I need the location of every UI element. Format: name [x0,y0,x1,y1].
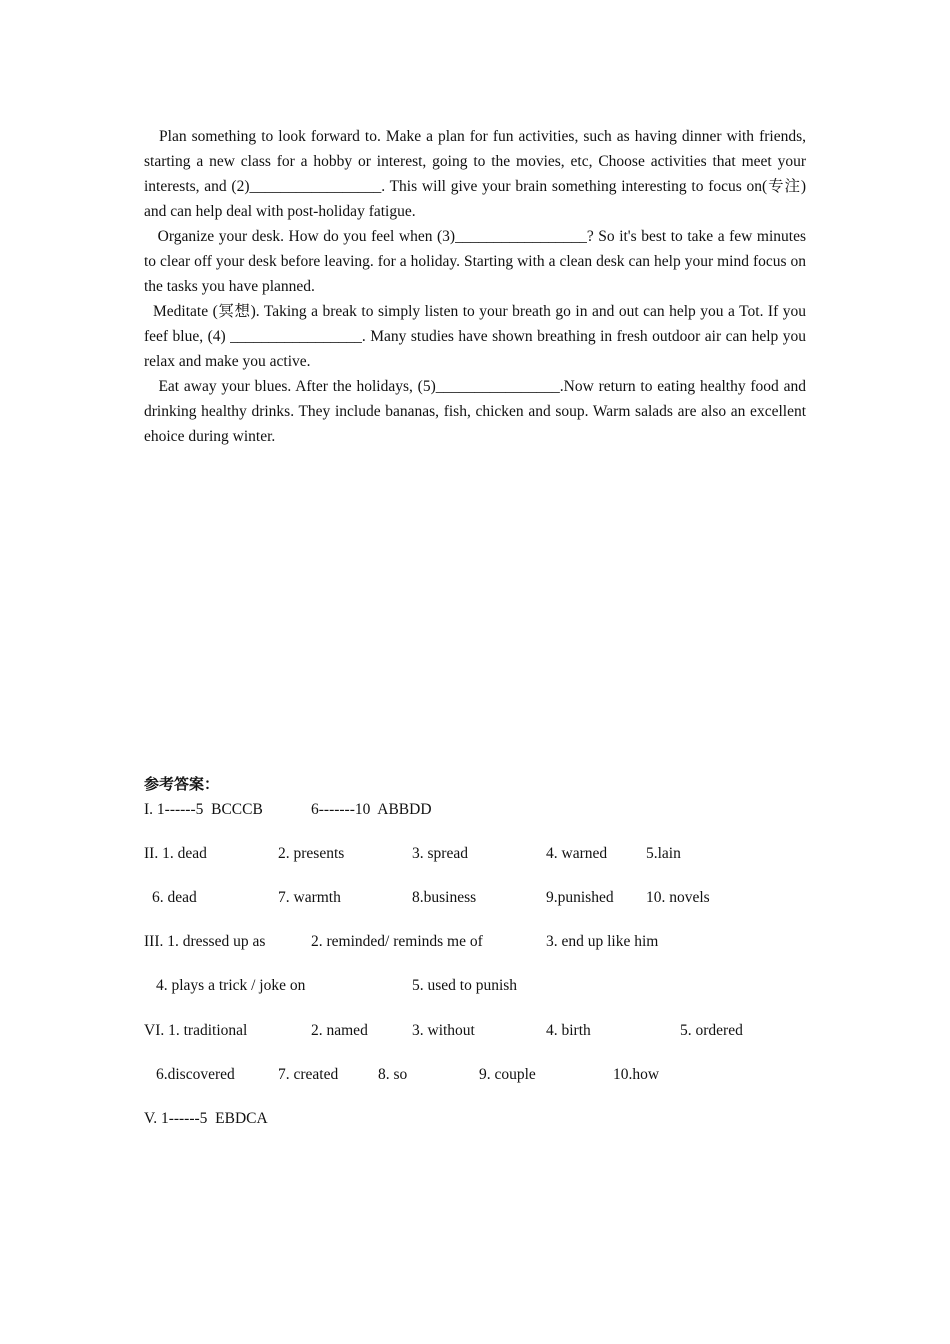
answer-cell: 6.discovered [156,1066,235,1083]
passage-paragraph-plan: Plan something to look forward to. Make a plan for fun activities, such as having dinner with friends, starting a new class for a hobby or interest, going to the movies, etc, Choose activities that meet your interests, and (2)_________________. This will give your brain something interesting to focus on(专注) and can help deal with post-holiday fatigue. [144,128,806,220]
answer-cell: 2. reminded/ reminds me of [311,933,483,950]
answer-cell: 10. novels [646,889,710,906]
answer-cell: 7. created [278,1066,339,1083]
answer-cell: VI. 1. traditional [144,1022,248,1039]
answer-cell: 4. warned [546,845,608,862]
answer-cell: 4. birth [546,1022,591,1039]
passage-paragraph-meditate: Meditate (冥想). Taking a break to simply listen to your breath go in and out can help you a Tot. If you feef blue, (4) _________________. Many studies have shown breathing in fresh outdoor air can help you relax and make you active. [144,303,806,370]
answer-cell: 10.how [613,1066,660,1083]
answer-cell: 3. end up like him [546,933,659,950]
answer-cell: 8.business [412,889,477,906]
answer-row-section-2b [0,885,950,910]
answer-cell: 9.punished [546,889,614,906]
answer-cell: 6-------10 ABBDD [311,801,432,818]
answer-cell: 9. couple [479,1066,536,1083]
answer-cell: 3. without [412,1022,475,1039]
answer-row-section-2a [0,841,950,866]
answer-cell: 5. used to punish [412,977,518,994]
reading-passage [144,124,806,449]
answer-cell: II. 1. dead [144,845,207,862]
answer-key-heading: 参考答案： [144,775,220,793]
passage-paragraph-organize: Organize your desk. How do you feel when (3)_________________? So it's best to take a few minutes to clear off your desk before leaving. for a holiday. Starting with a clean desk can help your mind focus on the tasks you have planned. [144,228,806,295]
answer-cell: 5. ordered [680,1022,743,1039]
answer-cell: 5.lain [646,845,681,862]
answer-cell: V. 1------5 EBDCA [144,1110,268,1127]
answer-cell: 7. warmth [278,889,341,906]
answer-row-section-5 [0,1106,950,1131]
answer-cell: 2. named [311,1022,368,1039]
answer-cell: 8. so [378,1066,408,1083]
answer-cell: I. 1------5 BCCCB [144,801,263,818]
answer-row-section-1 [0,797,950,822]
answer-cell: 3. spread [412,845,468,862]
answer-row-section-3b [0,973,950,998]
passage-paragraph-eat: Eat away your blues. After the holidays, (5)________________.Now return to eating healthy food and drinking healthy drinks. They include bananas, fish, chicken and soup. Warm salads are also an excellent ehoice during winter. [144,378,806,445]
answer-row-section-3a [0,929,950,954]
answer-cell: 2. presents [278,845,345,862]
answer-cell: III. 1. dressed up as [144,933,266,950]
answer-cell: 4. plays a trick / joke on [156,977,306,994]
answer-row-section-4a [0,1018,950,1043]
answer-cell: 6. dead [152,889,197,906]
answer-row-section-4b [0,1062,950,1087]
